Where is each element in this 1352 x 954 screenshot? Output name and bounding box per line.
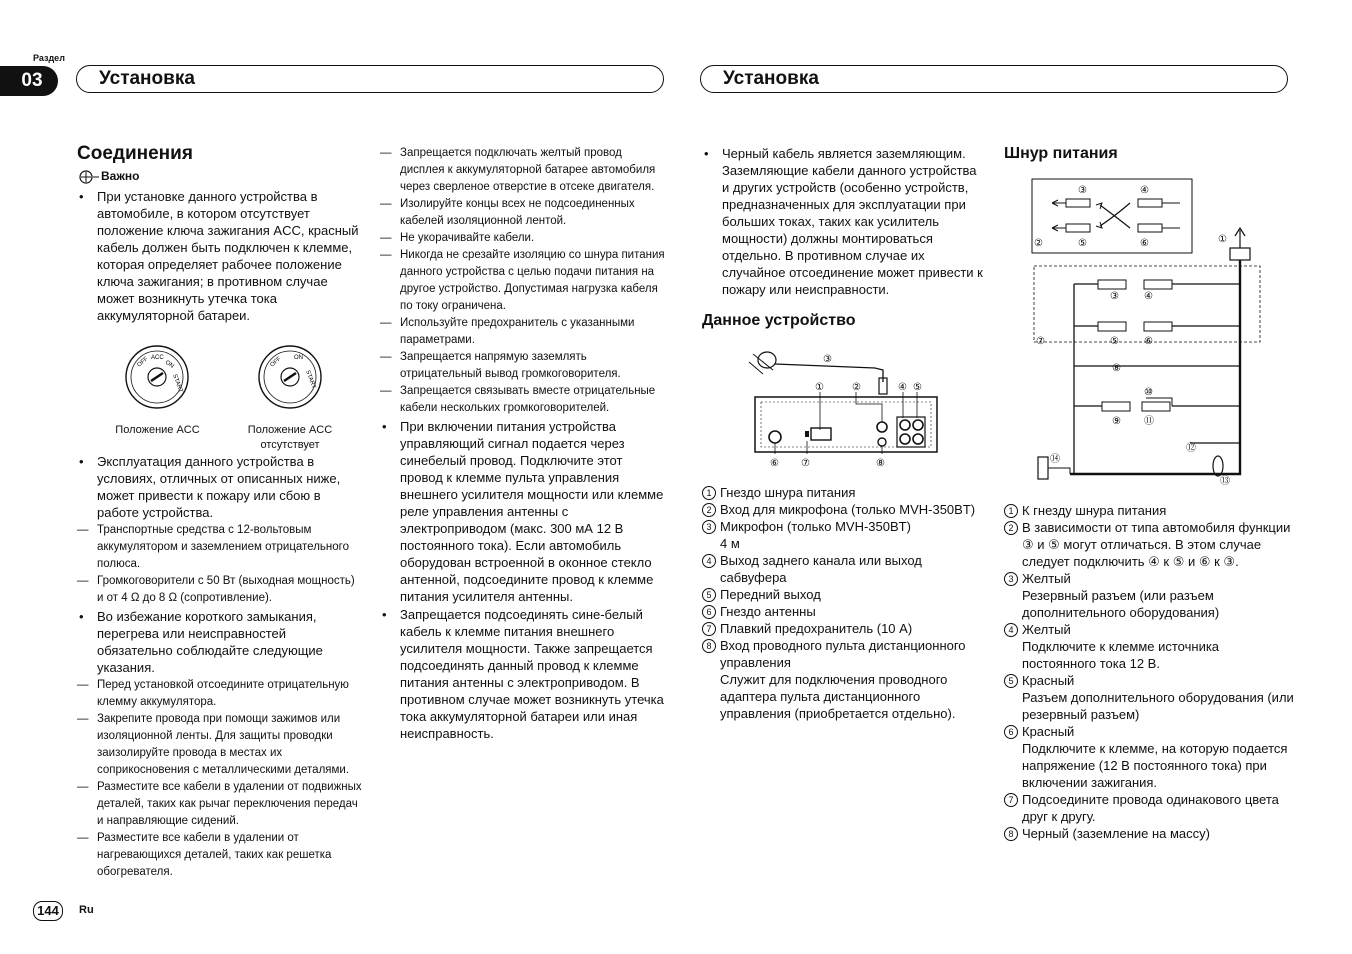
important-note [77,168,363,185]
language-code: Ru [79,904,94,916]
svg-text:③: ③ [823,354,832,365]
list-item-text: Подсоедините провода одинакового цвета друг к другу. [1022,792,1279,824]
sub-list-item: — Разместите все кабели в удалении от подвижных деталей, таких как рычаг переключения передач и направляющие сидений. [77,779,363,830]
item-number: 4 [1004,623,1018,637]
svg-text:③: ③ [1078,185,1087,196]
column-1 [77,145,363,882]
svg-text:②: ② [1034,238,1043,249]
list-item [702,552,987,586]
item-number: 8 [702,639,716,653]
column-3 [702,145,987,329]
item-number: 2 [702,503,716,517]
item-number: 4 [702,554,716,568]
svg-text:⑥: ⑥ [1140,238,1149,249]
list-item [1004,621,1296,672]
svg-text:①: ① [815,382,824,393]
svg-text:⑭: ⑭ [1050,454,1060,465]
svg-text:⑤: ⑤ [1078,238,1087,249]
svg-text:START: START [171,373,184,394]
svg-text:④: ④ [1144,291,1153,302]
sub-list-item: — Транспортные средства с 12-вольтовым аккумулятором и заземлением отрицательного полюса. [77,522,363,573]
section-label: Раздел [33,53,65,63]
sub-list-item: — Запрещается напрямую заземлять отрицательный вывод громкоговорителя. [380,349,666,383]
unit-rear-diagram [745,342,990,472]
list-item: • Запрещается подсоединять сине-белый кабель к клемме питания внешнего усилителя мощности. Также запрещается подсоединять данный провод к клемме питания антенны с электроприводом. В противном случае может возникнуть утечка тока аккумуляторной батареи или иная неисправность. [380,606,666,742]
unit-legend [702,484,987,722]
list-item-text: Желтый [1022,571,1071,586]
item-number: 7 [1004,793,1018,807]
page-number: 144 [33,901,63,921]
list-item [702,620,987,637]
list-item-text: Гнездо шнура питания [720,485,856,500]
item-number: 3 [1004,572,1018,586]
list-item: • При включении питания устройства управляющий сигнал подается через синебелый провод. Подключите этот провод к клемме пульта управления внешнего усилителя мощности или клемме реле управления антенны с электроприводом (макс. 300 мА 12 В постоянного тока). Если автомобиль оборудован встроенной в оконное стекло антенной, подсоедините провод к клемме питания усилителя антенны. [380,418,666,605]
list-item-subtext: Подключите к клемме, на которую подается напряжение (12 В постоянного тока) при включении зажигания. [1022,741,1288,790]
acc-illustrations [77,325,363,451]
sub-list-item: — Разместите все кабели в удалении от нагревающихся деталей, таких как решетка обогревателя. [77,830,363,881]
section-number-badge: 03 [0,66,58,96]
svg-text:OFF: OFF [136,356,150,369]
svg-text:②: ② [852,382,861,393]
sub-list-item: — Не укорачивайте кабели. [380,230,666,247]
list-item-text: Вход для микрофона (только MVH-350BT) [720,502,976,517]
list-item-subtext: Резервный разъем (или разъем дополнительного оборудования) [1022,588,1220,620]
svg-text:⑧: ⑧ [876,458,885,469]
svg-text:⑩: ⑩ [1144,387,1153,398]
power-cord-legend [1004,502,1296,842]
column-4 [1004,145,1294,162]
sub-list-item: — Используйте предохранитель с указанными параметрами. [380,315,666,349]
list-item [1004,825,1296,842]
list-item [702,518,987,552]
list-item-text: Гнездо антенны [720,604,816,619]
item-number: 5 [1004,674,1018,688]
list-item [702,484,987,501]
list-item-text: Красный [1022,724,1075,739]
item-number: 2 [1004,521,1018,535]
sub-list-item: — Запрещается связывать вместе отрицательные кабели нескольких громкоговорителей. [380,383,666,417]
list-item-text: Желтый [1022,622,1071,637]
list-item-subtext: Служит для подключения проводного адаптера пульта дистанционного управления (приобретается отдельно). [720,672,956,721]
svg-text:⑧: ⑧ [1112,363,1121,374]
svg-text:⑤: ⑤ [913,382,922,393]
list-item [1004,570,1296,621]
list-item [77,453,363,607]
list-item-text: Вход проводного пульта дистанционного управления [720,638,966,670]
svg-text:⑦: ⑦ [801,458,810,469]
sub-list-item: — Закрепите провода при помощи зажимов или изоляционной ленты. Для защиты проводки заизолируйте провода в местах их соприкосновения с металлическими деталями. [77,711,363,779]
ignition-key-icons [77,339,363,419]
item-number: 5 [702,588,716,602]
sub-list-item: — Громкоговорители с 50 Вт (выходная мощность) и от 4 Ω до 8 Ω (сопротивление). [77,573,363,607]
sub-list-item: — Перед установкой отсоедините отрицательную клемму аккумулятора. [77,677,363,711]
list-item-text: Микрофон (только MVH-350BT) [720,519,911,534]
svg-text:③: ③ [1110,291,1119,302]
connections-heading: Соединения [77,143,193,164]
svg-text:ON: ON [163,359,175,370]
list-item [702,637,987,722]
list-item: • При установке данного устройства в автомобиле, в котором отсутствует положение ключа зажигания ACC, красный кабель должен быть подключен к клемме, которая определяет рабочее положение ключа зажигания; в противном случае может возникнуть утечка тока аккумуляторной батареи. [77,188,363,324]
svg-text:⑥: ⑥ [1144,336,1153,347]
list-item [1004,672,1296,723]
item-number: 7 [702,622,716,636]
list-item [1004,723,1296,791]
svg-text:⑫: ⑫ [1186,443,1196,454]
item-number: 8 [1004,827,1018,841]
power-cord-heading: Шнур питания [1004,145,1118,162]
list-item-subtext: Разъем дополнительного оборудования (или резервный разъем) [1022,690,1294,722]
list-item-text: Во избежание короткого замыкания, перегрева или неисправностей обязательно соблюдайте следующие указания. [97,609,323,675]
important-label: Важно [101,169,140,183]
svg-text:⑦: ⑦ [1036,336,1045,347]
page-title-right: Установка [700,65,1288,93]
important-icon [77,170,101,184]
svg-text:⑬: ⑬ [1220,476,1230,487]
column-2 [380,145,666,743]
list-item-text: В зависимости от типа автомобиля функции ③ и ⑤ могут отличаться. В этом случае следует подключить ④ к ⑤ и ⑥ к ③. [1022,520,1291,569]
svg-text:ON: ON [294,355,303,361]
list-item-text: К гнезду шнура питания [1022,503,1167,518]
svg-text:OFF: OFF [269,356,283,369]
list-item [1004,502,1296,519]
sub-list-item: — Никогда не срезайте изоляцию со шнура питания данного устройства с целью подачи питания на другое устройство. Допустимая нагрузка кабеля по току ограничена. [380,247,666,315]
item-number: 1 [1004,504,1018,518]
list-item [1004,791,1296,825]
acc-caption-left: Положение ACC [115,424,200,436]
sub-list-item: — Запрещается подключать желтый провод дисплея к аккумуляторной батарее автомобиля через сверленое отверстие в отсеке двигателя. [380,145,666,196]
svg-text:⑪: ⑪ [1144,416,1154,427]
svg-text:⑤: ⑤ [1110,336,1119,347]
list-item-text: Плавкий предохранитель (10 A) [720,621,913,636]
sub-list-item: — Изолируйте концы всех не подсоединенных кабелей изоляционной лентой. [380,196,666,230]
svg-text:④: ④ [898,382,907,393]
item-number: 6 [702,605,716,619]
svg-text:④: ④ [1140,185,1149,196]
list-item-subtext: Подключите к клемме источника постоянного тока 12 В. [1022,639,1220,671]
svg-text:START: START [304,369,317,390]
svg-text:①: ① [1218,234,1227,245]
list-item-text: Черный (заземление на массу) [1022,826,1210,841]
list-item-text: Эксплуатация данного устройства в условиях, отличных от описанных ниже, может привести к пожару или сбою в работе устройства. [97,454,341,520]
power-cord-diagram [1030,176,1270,494]
item-number: 3 [702,520,716,534]
unit-heading: Данное устройство [702,312,856,329]
list-item-subtext: 4 м [720,536,740,551]
svg-text:⑥: ⑥ [770,458,779,469]
list-item [1004,519,1296,570]
list-item [702,603,987,620]
list-item-text: Передний выход [720,587,821,602]
acc-caption-right: Положение ACC отсутствует [247,424,333,451]
list-item [702,501,987,518]
svg-text:ACC: ACC [151,355,164,361]
page-title-left: Установка [76,65,664,93]
list-item [702,586,987,603]
list-item [77,608,363,881]
list-item: • Черный кабель является заземляющим. Заземляющие кабели данного устройства и других устройств (особенно устройств, предназначенных для эксплуатации при больших токах, таких как усилитель мощности) должны монтироваться отдельно. В противном случае их случайное отсоединение может привести к пожару или неисправности. [702,145,987,298]
list-item-text: Красный [1022,673,1075,688]
item-number: 6 [1004,725,1018,739]
list-item-text: Выход заднего канала или выход сабвуфера [720,553,922,585]
item-number: 1 [702,486,716,500]
svg-text:⑨: ⑨ [1112,416,1121,427]
